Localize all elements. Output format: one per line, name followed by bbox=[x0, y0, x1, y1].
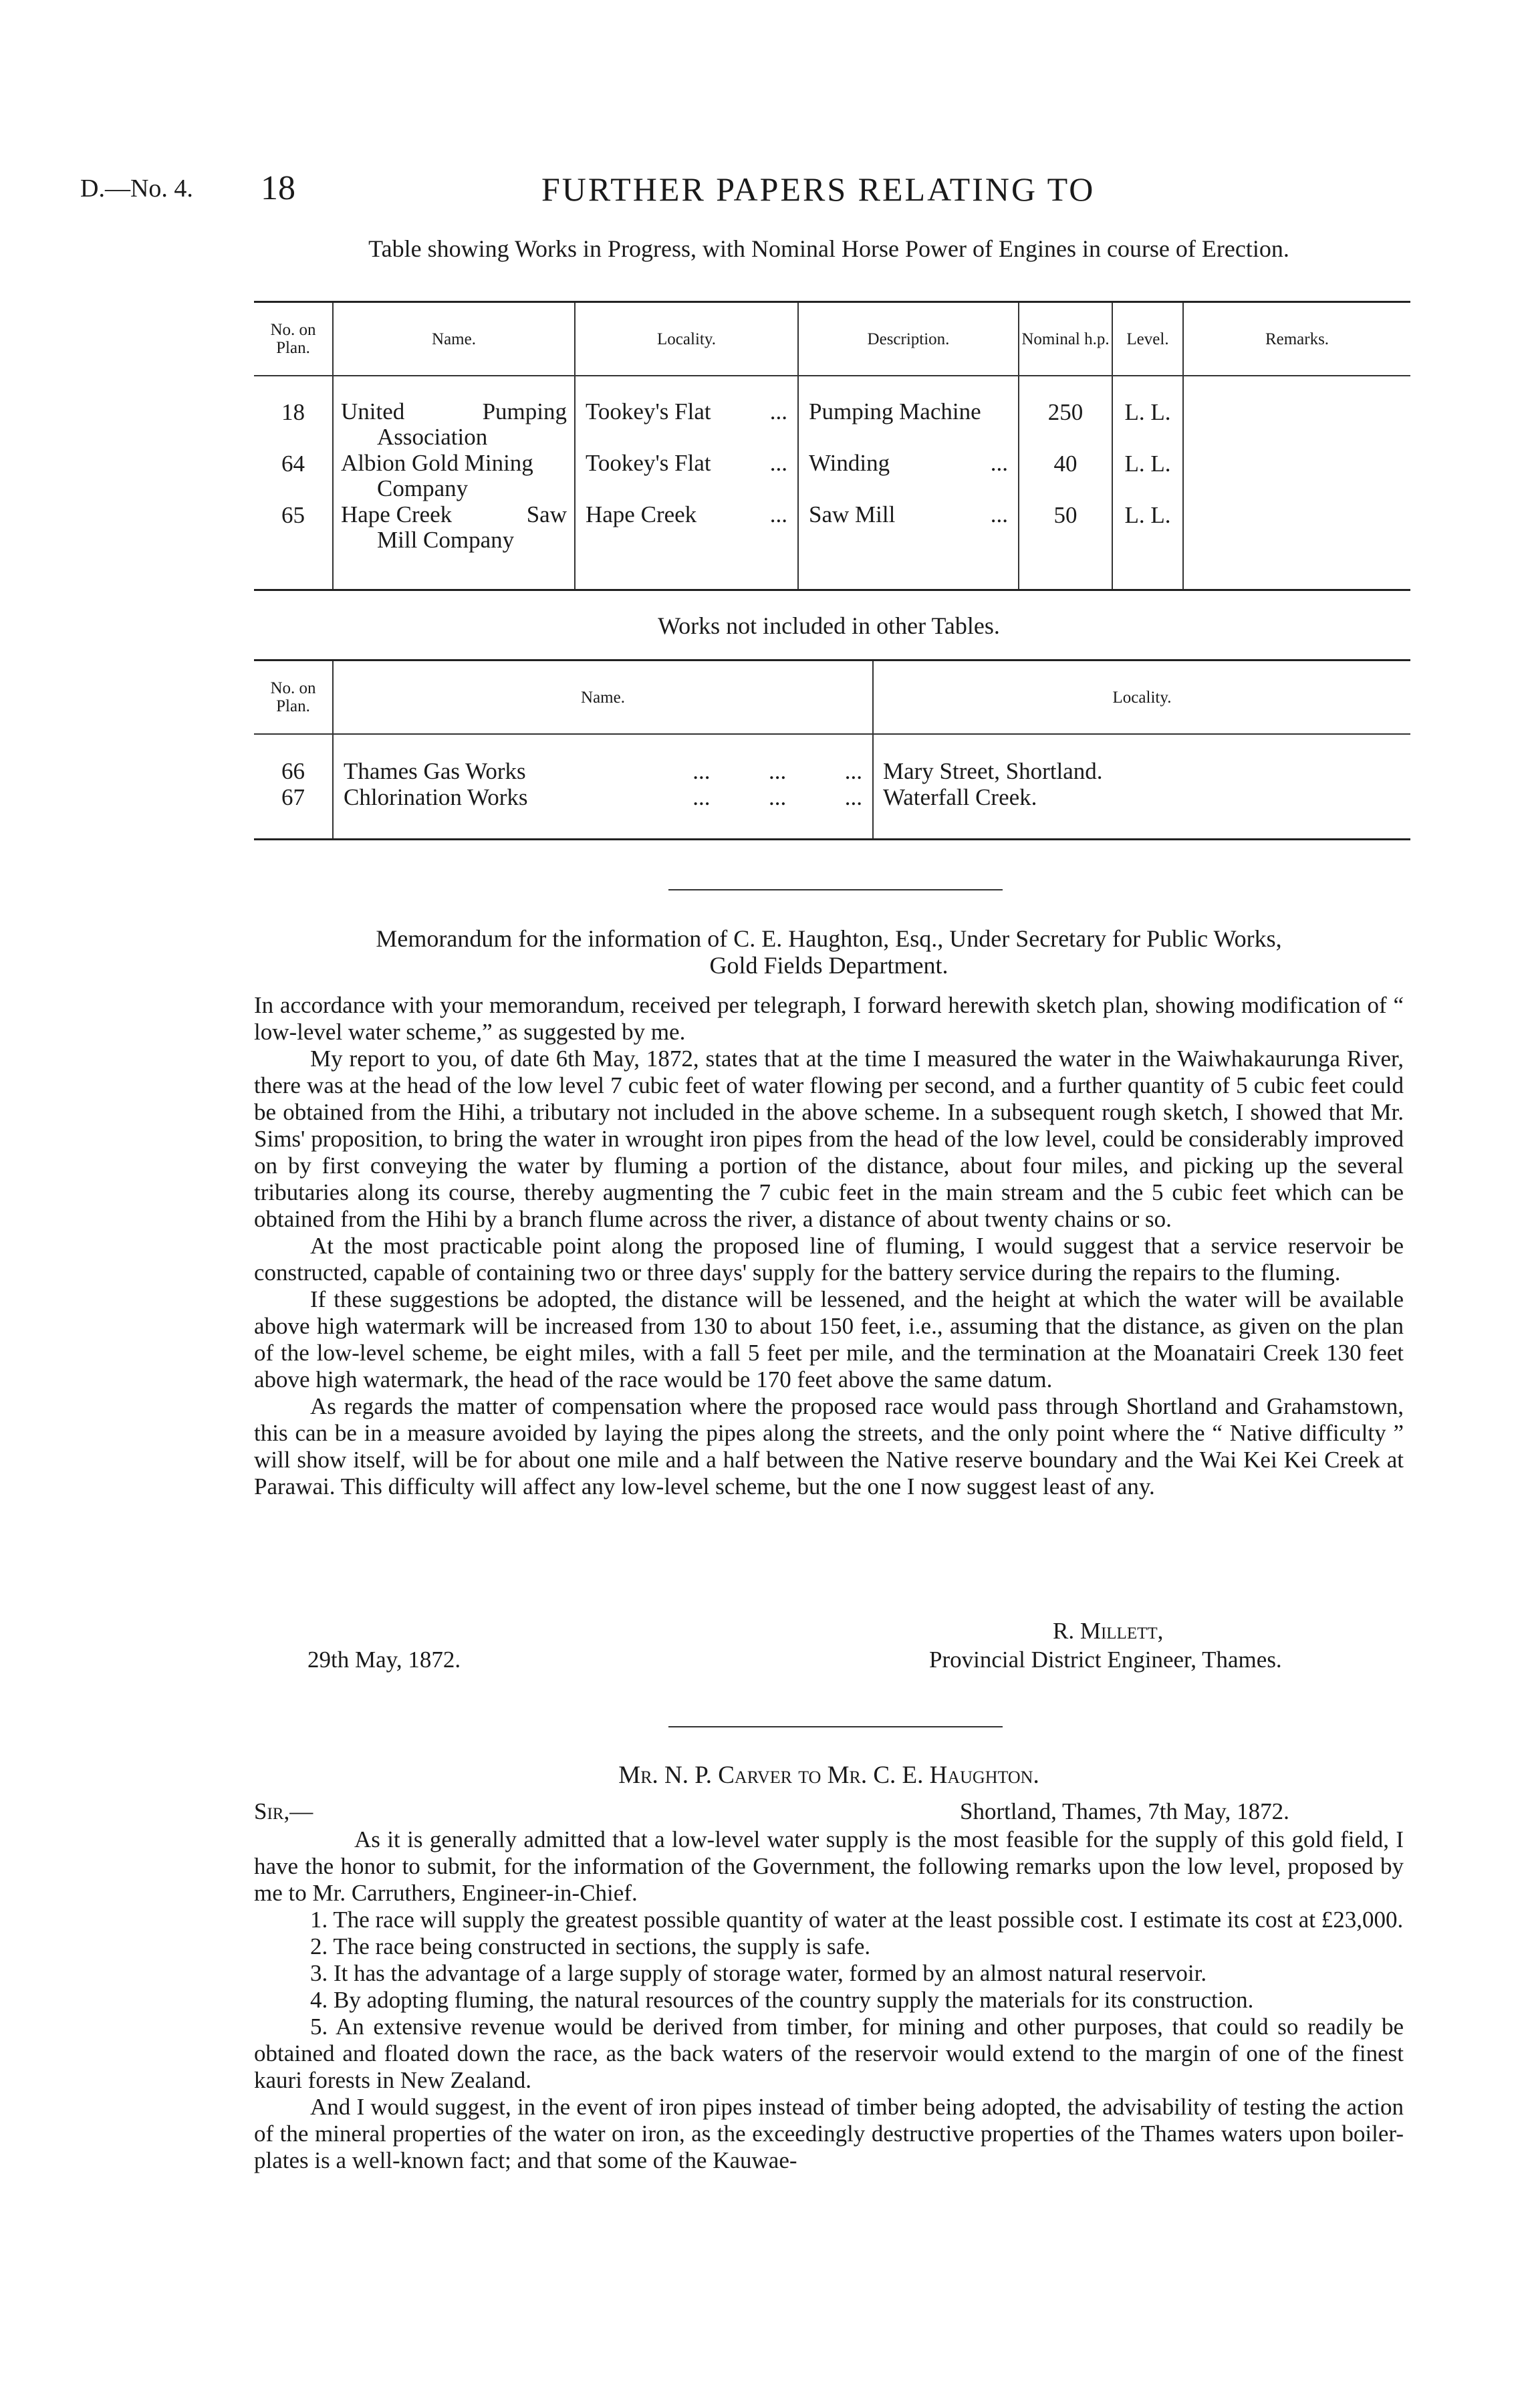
description-text: Pumping Machine bbox=[809, 398, 981, 425]
column-header-name: Name. bbox=[333, 660, 873, 735]
works-name bbox=[333, 502, 575, 590]
description-text: Saw Mill bbox=[809, 501, 896, 527]
table-row bbox=[254, 734, 1410, 785]
locality-text: Hape Creek bbox=[586, 501, 697, 527]
section-divider bbox=[668, 889, 1003, 890]
table-row bbox=[254, 502, 1410, 590]
nominal-hp: 250 bbox=[1019, 376, 1112, 451]
table-row bbox=[254, 785, 1410, 840]
memo-paragraph: If these suggestions be adopted, the distance will be lessened, and the height at which the water will be available above high watermark will be increased from 130 to about 150 feet, i.e., assuming that the distance, as given on the plan of the low-level scheme, be eight miles, with a fall 5 feet per mile, and the termination at the Moanatairi Creek 130 feet above high watermark, the head of the race would be 170 feet above the same datum. bbox=[254, 1286, 1404, 1393]
memo-title-line: Gold Fields Department. bbox=[709, 952, 948, 979]
leader-dots: ... ... ... bbox=[692, 784, 862, 810]
nominal-hp: 50 bbox=[1019, 502, 1112, 590]
letter-paragraph: And I would suggest, in the event of iron pipes instead of timber being adopted, the advisability of testing the action of the mineral properties of the water on iron, as the exceedingly destructive properties of the Thames waters upon boiler-plates is a well-known fact; and that some of the Kauwae- bbox=[254, 2094, 1404, 2173]
works-description bbox=[798, 502, 1019, 590]
running-title: FURTHER PAPERS RELATING TO bbox=[541, 170, 1096, 208]
column-header-no: No. on Plan. bbox=[254, 302, 333, 376]
letter-address: Shortland, Thames, 7th May, 1872. bbox=[960, 1798, 1289, 1824]
memo-paragraph: My report to you, of date 6th May, 1872, states that at the time I measured the water in the Waiwhakaurunga River, there was at the head of the low level 7 cubic feet of water flowing per second, and a further quantity of 5 cubic feet could be obtained from the Hihi, a tributary not included in the above scheme. In a subsequent rough sketch, I showed that Mr. Sims' proposition, to bring the water in wrought iron pipes from the head of the low level, could be considerably improved on by first conveying the water by fluming a portion of the distance, about four miles, and picking up the several tributaries along its course, thereby augmenting the 7 cubic feet in the main stream and the 5 cubic feet which can be obtained from the Hihi by a branch flume across the river, a distance of about twenty chains or so. bbox=[254, 1046, 1404, 1232]
works-name-part: Saw bbox=[526, 501, 567, 527]
works-name bbox=[333, 785, 873, 840]
level-code: L. L. bbox=[1112, 502, 1183, 590]
works-name-text: Chlorination Works bbox=[344, 784, 528, 810]
memo-paragraph: At the most practicable point along the proposed line of fluming, I would suggest that a service reservoir be constructed, capable of containing two or three days' supply for the battery service during the repairs to the fluming. bbox=[254, 1233, 1404, 1286]
letter-salutation: Sir,— bbox=[254, 1798, 313, 1824]
memo-signature-title: Provincial District Engineer, Thames. bbox=[929, 1647, 1282, 1673]
memo-title-line: Memorandum for the information of C. E. Haughton, Esq., Under Secretary for Public Works, bbox=[376, 925, 1282, 952]
running-header bbox=[0, 168, 1524, 215]
locality-text: Tookey's Flat bbox=[586, 450, 711, 476]
level-code: L. L. bbox=[1112, 376, 1183, 451]
works-in-progress-table bbox=[254, 301, 1410, 591]
memo-title bbox=[254, 925, 1404, 979]
letter-paragraph: 3. It has the advantage of a large supply of storage water, formed by an almost natural reservoir. bbox=[310, 1960, 1207, 1986]
letter-paragraph: 5. An extensive revenue would be derived from timber, for mining and other purposes, that could so readily be obtained and floated down the race, as the back waters of the reservoir would extend to the margin of one of the finest kauri forests in New Zealand. bbox=[254, 2014, 1404, 2093]
works-description bbox=[798, 451, 1019, 502]
works-locality bbox=[575, 451, 798, 502]
leader-dots: ... bbox=[769, 501, 787, 527]
letter-paragraph: 1. The race will supply the greatest possible quantity of water at the least possible cost. I estimate its cost at £23,000. bbox=[310, 1907, 1404, 1933]
plan-number: 65 bbox=[281, 502, 305, 528]
column-header-remarks: Remarks. bbox=[1183, 302, 1410, 376]
leader-dots: ... bbox=[990, 450, 1008, 476]
memo-paragraph: In accordance with your memorandum, received per telegraph, I forward herewith sketch plan, showing modification of “ low-level water scheme,” as suggested by me. bbox=[254, 992, 1404, 1045]
works-name bbox=[333, 451, 575, 502]
works-name-continuation: Company bbox=[377, 475, 469, 501]
works-name bbox=[333, 376, 575, 451]
works-locality: Mary Street, Shortland. bbox=[873, 734, 1410, 785]
leader-dots: ... bbox=[769, 398, 787, 425]
works-name-part: Hape Creek bbox=[341, 501, 453, 527]
letter-paragraph: 4. By adopting fluming, the natural resources of the country supply the materials for its construction. bbox=[310, 1987, 1254, 2013]
plan-number: 64 bbox=[281, 451, 305, 477]
level-code: L. L. bbox=[1112, 451, 1183, 502]
table-row bbox=[254, 376, 1410, 451]
remarks bbox=[1183, 502, 1410, 590]
memo-body bbox=[254, 992, 1404, 1500]
works-name-text: Thames Gas Works bbox=[344, 758, 526, 784]
column-header-description: Description. bbox=[798, 302, 1019, 376]
memo-signature-name: R. Millett, bbox=[1053, 1618, 1164, 1644]
works-locality: Waterfall Creek. bbox=[873, 785, 1410, 840]
table1-caption: Table showing Works in Progress, with Nominal Horse Power of Engines in course of Erection. bbox=[368, 235, 1289, 262]
remarks bbox=[1183, 376, 1410, 451]
table-header-row bbox=[254, 660, 1410, 735]
column-header-level: Level. bbox=[1112, 302, 1183, 376]
leader-dots: ... ... ... bbox=[692, 758, 862, 784]
nominal-hp: 40 bbox=[1019, 451, 1112, 502]
table-row bbox=[254, 451, 1410, 502]
plan-number: 18 bbox=[281, 399, 305, 425]
works-locality bbox=[575, 502, 798, 590]
column-header-hp: Nominal h.p. bbox=[1019, 302, 1112, 376]
table2-caption: Works not included in other Tables. bbox=[658, 612, 1000, 639]
works-name-part: Albion Gold Mining bbox=[341, 450, 533, 476]
document-reference: D.—No. 4. bbox=[80, 174, 193, 203]
works-name-part: Pumping bbox=[482, 398, 567, 425]
letter-paragraph: As it is generally admitted that a low-level water supply is the most feasible for the supply of this gold field, I have the honor to submit, for the information of the Government, the following remarks upon the low level, proposed by me to Mr. Carruthers, Engineer-in-Chief. bbox=[254, 1826, 1404, 1906]
memo-date: 29th May, 1872. bbox=[307, 1647, 461, 1673]
other-works-table bbox=[254, 659, 1410, 840]
works-description bbox=[798, 376, 1019, 451]
letter-paragraph: 2. The race being constructed in sections, the supply is safe. bbox=[310, 1933, 871, 1959]
memo-paragraph: As regards the matter of compensation where the proposed race would pass through Shortland and Grahamstown, this can be in a measure avoided by laying the pipes along the streets, and the only point where the “ Native difficulty ” will show itself, will be for about one mile and a half between the Native reserve boundary and the Wai Kei Kei Creek at Parawai. This difficulty will affect any low-level scheme, but the one I now suggest least of any. bbox=[254, 1393, 1404, 1499]
column-header-locality: Locality. bbox=[575, 302, 798, 376]
letter-body bbox=[254, 1826, 1404, 2174]
works-name-continuation: Mill Company bbox=[377, 527, 515, 553]
column-header-name: Name. bbox=[333, 302, 575, 376]
column-header-locality: Locality. bbox=[873, 660, 1410, 735]
letter-title: Mr. N. P. Carver to Mr. C. E. Haughton. bbox=[618, 1762, 1039, 1789]
remarks bbox=[1183, 451, 1410, 502]
section-divider bbox=[668, 1726, 1003, 1727]
locality-text: Tookey's Flat bbox=[586, 398, 711, 425]
column-header-no: No. on Plan. bbox=[254, 660, 333, 735]
plan-number: 66 bbox=[281, 758, 305, 784]
page-number: 18 bbox=[261, 169, 295, 207]
leader-dots: ... bbox=[769, 450, 787, 476]
plan-number: 67 bbox=[281, 784, 305, 810]
works-name-part: United bbox=[341, 398, 405, 425]
description-text: Winding bbox=[809, 450, 890, 476]
table-header-row bbox=[254, 302, 1410, 376]
leader-dots: ... bbox=[990, 501, 1008, 527]
works-name-continuation: Association bbox=[377, 424, 488, 450]
works-name bbox=[333, 734, 873, 785]
works-locality bbox=[575, 376, 798, 451]
